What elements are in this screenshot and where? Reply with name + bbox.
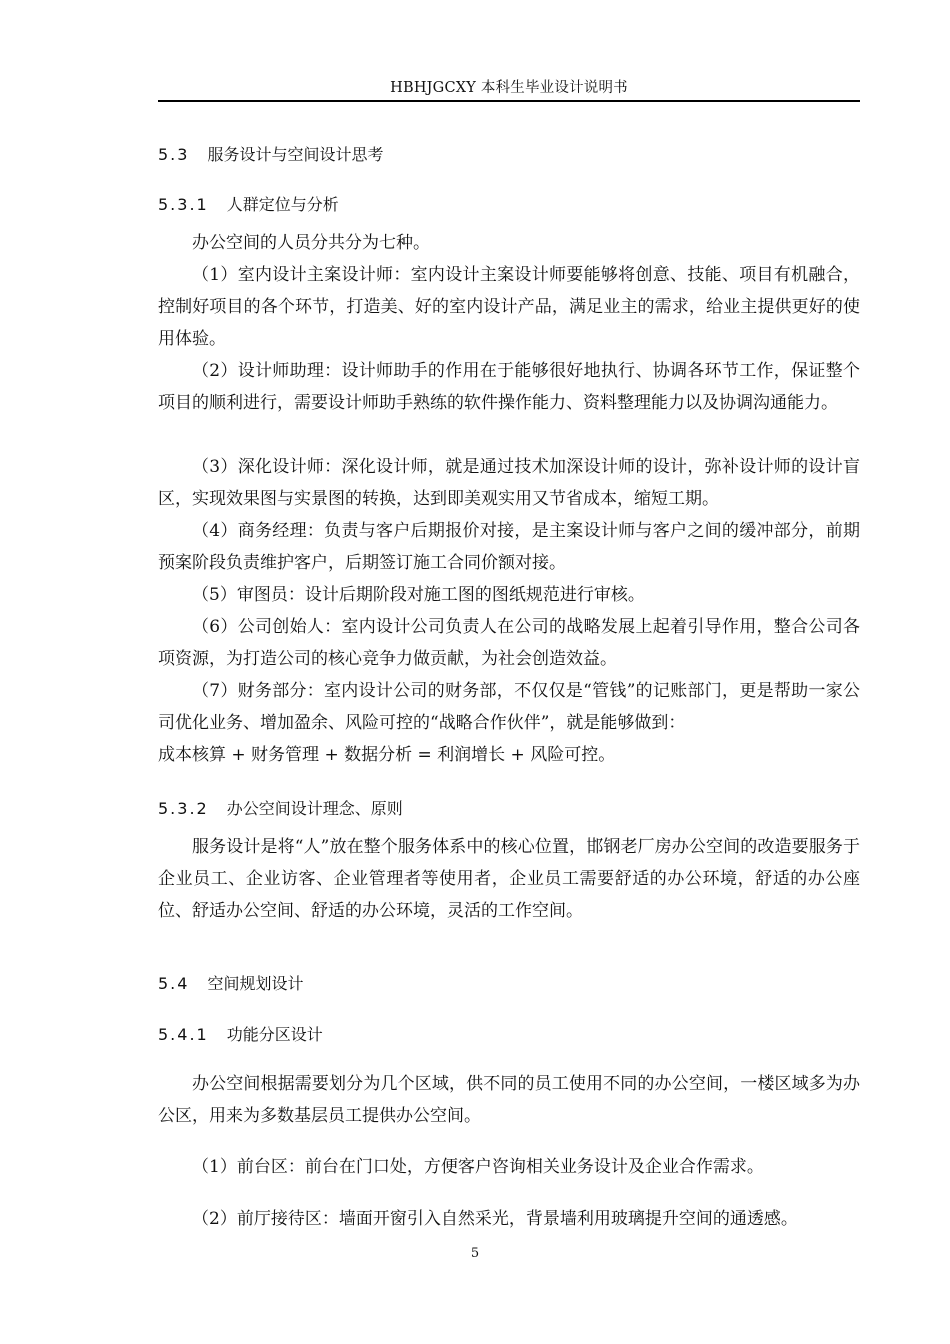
paragraph-item-5: （5）审图员：设计后期阶段对施工图的图纸规范进行审核。	[192, 585, 645, 605]
paragraph-item-1: （1）室内设计主案设计师：室内设计主案设计师要能够将创意、技能、项目有机融合，控制好项目的各个环节，打造美、好的室内设计产品，满足业主的需求，给业主提供更好的使用体验。	[158, 265, 860, 349]
heading-5-3	[158, 142, 383, 165]
paragraph-item-7-formula: 成本核算 + 财务管理 + 数据分析 = 利润增长 + 风险可控。	[158, 745, 616, 765]
heading-5-3-2	[158, 796, 403, 819]
heading-title: 功能分区设计	[226, 1025, 323, 1044]
heading-title: 人群定位与分析	[226, 195, 339, 214]
heading-5-3-1	[158, 192, 339, 215]
heading-title: 空间规划设计	[207, 974, 304, 993]
paragraph-item-7: （7）财务部分：室内设计公司的财务部，不仅仅是“管钱”的记账部门，更是帮助一家公司优化业务、增加盈余、风险可控的“战略合作伙伴”，就是能够做到：	[158, 681, 860, 733]
paragraph-zoning: 办公空间根据需要划分为几个区域，供不同的员工使用不同的办公空间，一楼区域多为办公区，用来为多数基层员工提供办公空间。	[158, 1074, 860, 1126]
heading-number: 5.4	[158, 974, 190, 993]
heading-title: 办公空间设计理念、原则	[226, 799, 403, 818]
paragraph-intro: 办公空间的人员分共分为七种。	[192, 233, 430, 253]
heading-number: 5.3.1	[158, 195, 209, 214]
heading-5-4-1	[158, 1022, 323, 1045]
page-number: 5	[470, 1246, 480, 1261]
heading-number: 5.4.1	[158, 1025, 209, 1044]
page-header: HBHJGCXY 本科生毕业设计说明书	[390, 80, 628, 96]
header-rule	[158, 100, 860, 102]
paragraph-item-4: （4）商务经理：负责与客户后期报价对接，是主案设计师与客户之间的缓冲部分，前期预案阶段负责维护客户，后期签订施工合同价额对接。	[158, 521, 860, 573]
heading-number: 5.3.2	[158, 799, 209, 818]
paragraph-item-3: （3）深化设计师：深化设计师，就是通过技术加深设计师的设计，弥补设计师的设计盲区，实现效果图与实景图的转换，达到即美观实用又节省成本，缩短工期。	[158, 457, 860, 509]
heading-5-4	[158, 971, 303, 994]
paragraph-item-2: （2）设计师助理：设计师助手的作用在于能够很好地执行、协调各环节工作，保证整个项目的顺利进行，需要设计师助手熟练的软件操作能力、资料整理能力以及协调沟通能力。	[158, 361, 860, 413]
paragraph-zone-1: （1）前台区：前台在门口处，方便客户咨询相关业务设计及企业合作需求。	[192, 1157, 764, 1177]
heading-title: 服务设计与空间设计思考	[207, 145, 384, 164]
paragraph-zone-2: （2）前厅接待区：墙面开窗引入自然采光，背景墙利用玻璃提升空间的通透感。	[192, 1209, 798, 1229]
heading-number: 5.3	[158, 145, 190, 164]
paragraph-item-6: （6）公司创始人：室内设计公司负责人在公司的战略发展上起着引导作用，整合公司各项资源，为打造公司的核心竞争力做贡献，为社会创造效益。	[158, 617, 860, 669]
paragraph-principle: 服务设计是将“人”放在整个服务体系中的核心位置，邯钢老厂房办公空间的改造要服务于企业员工、企业访客、企业管理者等使用者，企业员工需要舒适的办公环境，舒适的办公座位、舒适办公空间、舒适的办公环境，灵活的工作空间。	[158, 837, 860, 921]
